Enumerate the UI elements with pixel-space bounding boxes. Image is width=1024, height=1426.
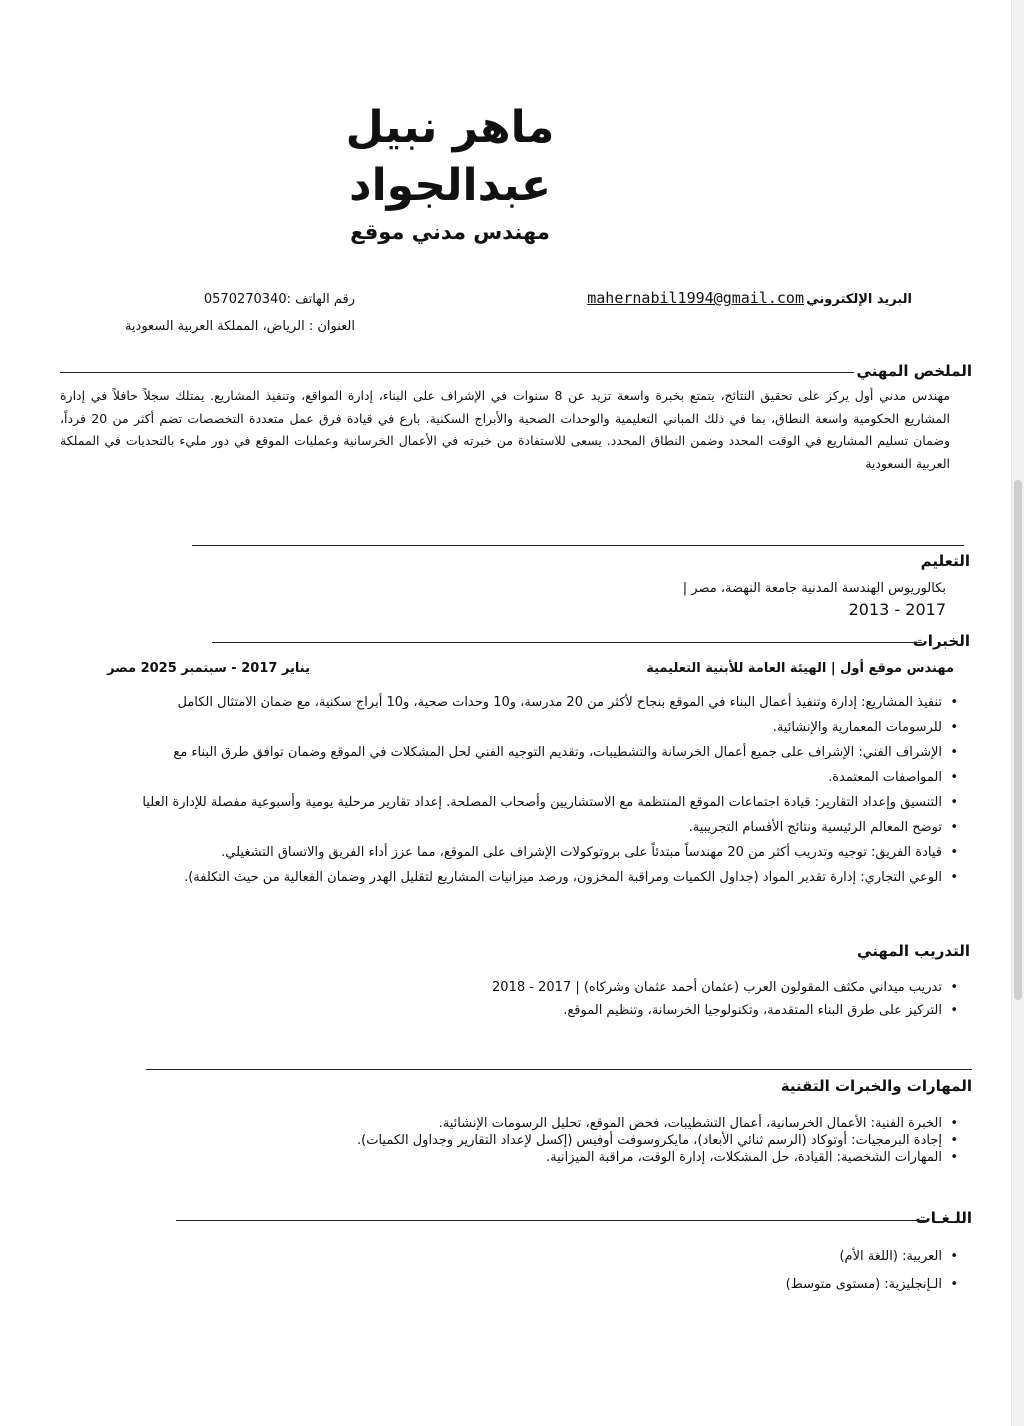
bullet-icon: • — [950, 1150, 958, 1165]
bullet-icon: • — [950, 845, 958, 860]
email-link[interactable]: mahernabil1994@gmail.com — [587, 289, 804, 307]
list-item: • تدريب ميداني مكثف المقولون العرب (عثمان أحمد عثمان وشركاه) | 2017 - 2018 — [492, 976, 962, 999]
languages-title: اللـغـات — [915, 1209, 972, 1227]
phone-number: رقم الهاتف :0570270340 — [203, 292, 355, 307]
education-degree: بكالوريوس الهندسة المدنية جامعة النهضة، مصر | — [682, 581, 946, 596]
experience-title: الخبرات — [912, 632, 970, 650]
list-item: • التنسيق وإعداد التقارير: قيادة اجتماعات الموقع المنتظمة مع الاستشاريين وأصحاب المصلحة. إعداد تقارير مرحلية يومية وأسبوعية مفصلة للإدارة العليا — [142, 790, 962, 815]
skills-top-rule — [146, 1069, 972, 1070]
experience-role: مهندس موقع أول | الهيئة العامة للأبنية التعليمية — [646, 661, 954, 676]
list-item: • الوعي التجاري: إدارة تقدير المواد (جداول الكميات ومراقبة المخزون، ورصد ميزانيات المشاريع لتقليل الهدر وضمان الفعالية من حيث التكلفة). — [142, 865, 962, 890]
list-item: • قيادة الفريق: توجيه وتدريب أكثر من 20 مهندساً مبتدئاً على بروتوكولات الإشراف على الموقع، مما عزز أداء الفريق والاتساق التشغيلي. — [142, 840, 962, 865]
education-title: التعليم — [920, 552, 970, 570]
languages-list — [786, 1243, 962, 1299]
education-years: 2013 - 2017 — [848, 600, 946, 619]
bullet-icon: • — [950, 795, 958, 810]
education-top-rule — [192, 545, 964, 546]
list-item: • الإشراف الفني: الإشراف على جميع أعمال الخرسانة والتشطيبات، وتقديم التوجيه الفني لحل المشكلات في الموقع وضمان توافق طرق البناء مع — [142, 740, 962, 765]
name-last: عبدالجواد — [349, 160, 551, 211]
experience-list — [142, 690, 962, 890]
languages-rule — [176, 1220, 926, 1221]
bullet-icon: • — [950, 1003, 958, 1018]
list-item: • المهارات الشخصية: القيادة، حل المشكلات، إدارة الوقت، مراقبة الميزانية. — [546, 1150, 958, 1165]
bullet-icon: • — [950, 820, 958, 835]
skills-list — [357, 1115, 962, 1166]
summary-text: مهندس مدني أول يركز على تحقيق النتائج، يتمتع بخبرة واسعة تزيد عن 8 سنوات في الإشراف على البناء، إدارة المواقع، وتنفيذ المشاريع. يمتلك سجلاً حافلاً في إدارة المشاريع الحكومية واسعة النطاق، بما في ذلك المباني التعليمية والوحدات الصحية والأبراج السكنية. بارع في قيادة فرق عمل متعددة التخصصات تضم أكثر من 20 فرداً، وضمان تسليم المشاريع في الوقت المحدد وضمن النطاق المحدد. يسعى للاستفادة من خبرته في الأعمال الخرسانية وعمليات الموقع في دور مليء بالتحديات في المملكة العربية السعودية — [60, 388, 951, 471]
bullet-icon: • — [950, 1116, 958, 1131]
bullet-icon: • — [950, 980, 958, 995]
summary-title: الملخص المهني — [856, 362, 972, 380]
list-item: • للرسومات المعمارية والإنشائية. — [142, 715, 962, 740]
skills-title: المهارات والخبرات التقنية — [780, 1077, 972, 1095]
bullet-icon: • — [950, 1277, 958, 1292]
list-item: • المواصفات المعتمدة. — [142, 765, 962, 790]
vertical-scrollbar[interactable] — [1011, 0, 1024, 1426]
list-item: • العربية: (اللغة الأم) — [786, 1243, 962, 1271]
address: العنوان : الرياض، المملكة العربية السعودية — [124, 319, 355, 334]
bullet-icon: • — [950, 745, 958, 760]
list-item: • إجادة البرمجيات: أوتوكاد (الرسم ثنائي الأبعاد)، مايكروسوفت أوفيس (إكسل لإعداد التقارير وجداول الكميات). — [357, 1133, 958, 1148]
scrollbar-thumb[interactable] — [1014, 480, 1022, 1000]
bullet-icon: • — [950, 720, 958, 735]
list-item: • الخبرة الفنية: الأعمال الخرسانية، أعمال التشطيبات، فحص الموقع، تحليل الرسومات الإنشائية. — [438, 1116, 958, 1131]
list-item: • توضح المعالم الرئيسية ونتائج الأقسام التجريبية. — [142, 815, 962, 840]
training-title: التدريب المهني — [857, 942, 970, 960]
summary-rule — [60, 372, 854, 373]
experience-period: يناير 2017 - سبتمبر 2025 مصر — [107, 661, 310, 676]
bullet-icon: • — [950, 1133, 958, 1148]
training-list — [492, 976, 962, 1022]
bullet-icon: • — [950, 870, 958, 885]
email-label: البريد الإلكتروني — [806, 292, 912, 307]
job-title: مهندس مدني موقع — [350, 220, 550, 244]
list-item: • تنفيذ المشاريع: إدارة وتنفيذ أعمال البناء في الموقع بنجاح لأكثر من 20 مدرسة، و10 وحدات صحية، و10 أبراج سكنية، مع ضمان الامتثال الكامل — [142, 690, 962, 715]
list-item: • الـإنجليزية: (مستوى متوسط) — [786, 1271, 962, 1299]
experience-rule — [212, 642, 922, 643]
name-first: ماهر نبيل — [345, 102, 555, 153]
bullet-icon: • — [950, 1249, 958, 1264]
bullet-icon: • — [950, 695, 958, 710]
bullet-icon: • — [950, 770, 958, 785]
list-item: • التركيز على طرق البناء المتقدمة، وتكنولوجيا الخرسانة، وتنظيم الموقع. — [492, 999, 962, 1022]
